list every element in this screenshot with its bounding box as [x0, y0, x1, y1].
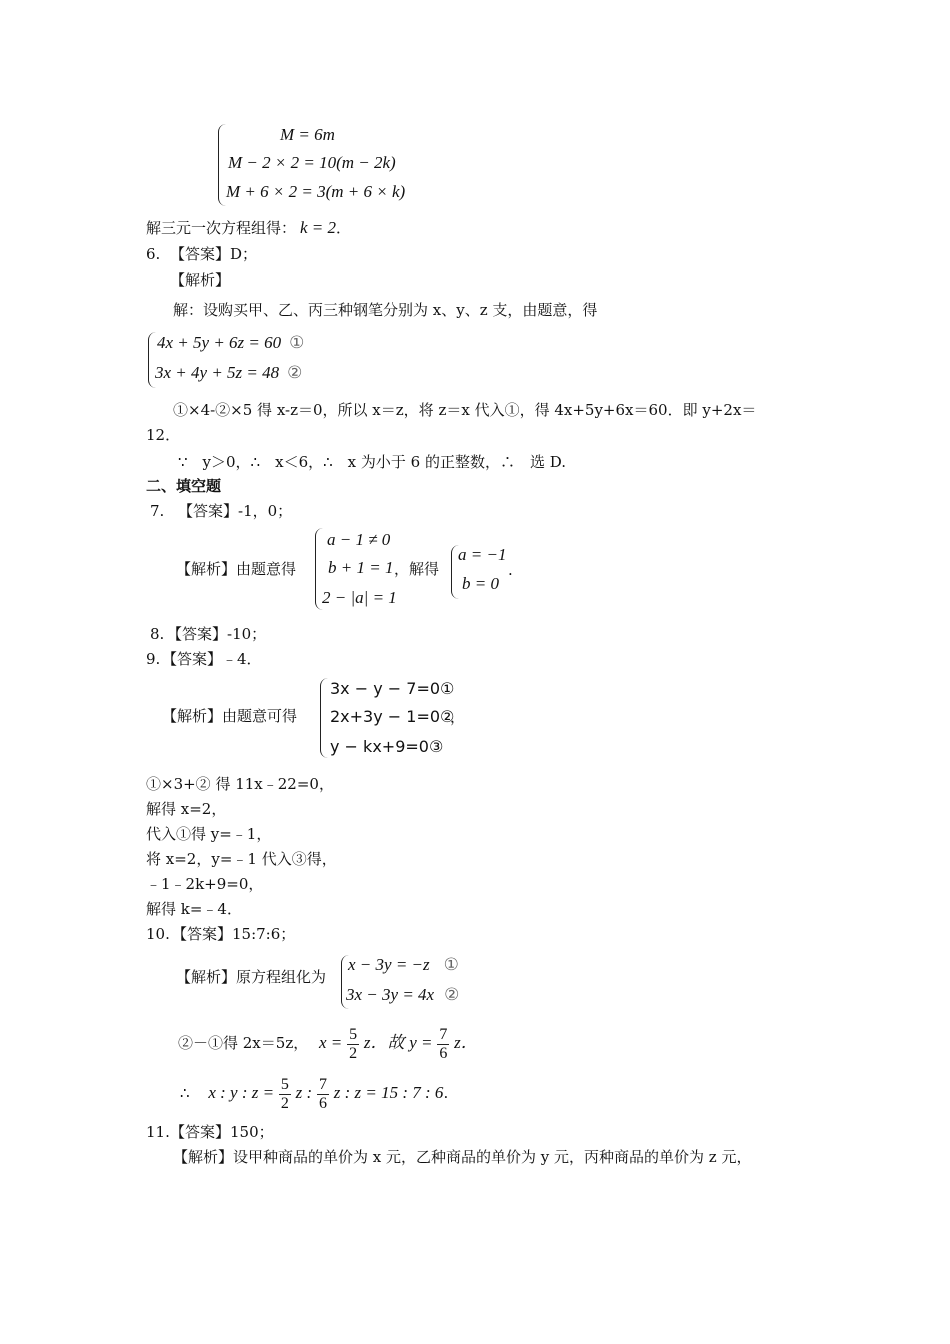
analysis-label: 【解析】原方程组化为	[176, 968, 327, 986]
equation: 3x − 3y = 4x ②	[346, 985, 460, 1004]
text-line: ①×4-②×5 得 x-z＝0，所以 x＝z，将 z＝x 代入①，得 4x+5y+6x＝60．即 y+2x＝	[173, 401, 757, 419]
fraction: $\frac{7}{6}$	[318, 1075, 327, 1112]
text-line: .	[508, 561, 513, 579]
equation: a − 1 ≠ 0	[327, 530, 391, 549]
text-line: 解得 k=﹣4．	[146, 900, 242, 918]
text-line: ﹣1﹣2k+9=0，	[146, 875, 264, 893]
analysis-label: 【解析】设甲种商品的单价为 x 元，乙种商品的单价为 y 元，丙种商品的单价为 z 元，	[173, 1148, 752, 1166]
equation: M = 6m	[280, 125, 335, 144]
fraction: $\frac{5}{2}$	[349, 1025, 358, 1062]
equation: b = 0	[462, 574, 499, 593]
equation: 3x + 4y + 5z = 48 ②	[155, 363, 303, 382]
analysis-label: 【解析】由题意可得	[162, 707, 298, 725]
equation: b + 1 = 1	[328, 558, 394, 577]
equation: M + 6 × 2 = 3(m + 6 × k)	[226, 182, 406, 201]
question-number: 11.	[146, 1123, 170, 1141]
section-heading: 二、填空题	[146, 477, 222, 495]
equation: y − kx+9=0③	[330, 737, 444, 756]
question-number: 7.	[150, 502, 165, 520]
equation: x − 3y = −z ①	[348, 955, 459, 974]
text-line: ，	[450, 708, 466, 726]
text-line: ，解得	[394, 560, 440, 578]
brace	[320, 678, 329, 758]
text-line: 代入①得 y=﹣1，	[146, 825, 272, 843]
question-number: 6.	[146, 245, 161, 263]
answer: 【答案】﹣4．	[162, 650, 262, 668]
answer: 【答案】15:7:6；	[172, 925, 296, 943]
text-line: 解得 x=2，	[146, 800, 227, 818]
equation: 3x − y − 7=0①	[330, 679, 455, 698]
fraction: $\frac{5}{2}$	[280, 1075, 289, 1112]
question-number: 9.	[146, 650, 161, 668]
equation: M − 2 × 2 = 10(m − 2k)	[228, 153, 396, 172]
text-line: 解三元一次方程组得： k = 2．	[146, 218, 352, 237]
equation: a = −1	[458, 545, 507, 564]
text-line: 将 x=2，y=﹣1 代入③得，	[146, 850, 337, 868]
answer: 【答案】150；	[170, 1123, 274, 1141]
fraction: $\frac{7}{6}$	[439, 1025, 448, 1062]
text-line: 12．	[146, 426, 181, 444]
text-line: 解：设购买甲、乙、丙三种钢笔分别为 x、y、z 支，由题意，得	[173, 301, 598, 319]
equation: 2 − |a| = 1	[322, 588, 397, 607]
question-number: 10.	[146, 925, 170, 943]
text-line: ∴ x : y : z = $\frac{5}{2}$ z : $\frac{7}{6}$ z : z = 15 : 7 : 6.	[180, 1075, 449, 1112]
answer: 【答案】-1，0；	[178, 502, 293, 520]
question-number: 8.	[150, 625, 165, 643]
equation: 2x+3y − 1=0②	[330, 707, 455, 726]
answer: 【答案】D；	[170, 245, 258, 263]
answer: 【答案】-10；	[167, 625, 267, 643]
text-line: ∵ y＞0，∴ x＜6，∴ x 为小于 6 的正整数，∴ 选 D.	[178, 453, 566, 471]
analysis-label: 【解析】	[170, 271, 231, 289]
analysis-label: 【解析】由题意得	[176, 560, 297, 578]
equation: 4x + 5y + 6z = 60 ①	[157, 333, 305, 352]
text-line: ①×3+② 得 11x﹣22=0，	[146, 775, 334, 793]
text-line: ②－①得 2x＝5z， x = $\frac{5}{2}$ z．故 y = $\frac{7}{6}$ z．	[178, 1025, 478, 1062]
